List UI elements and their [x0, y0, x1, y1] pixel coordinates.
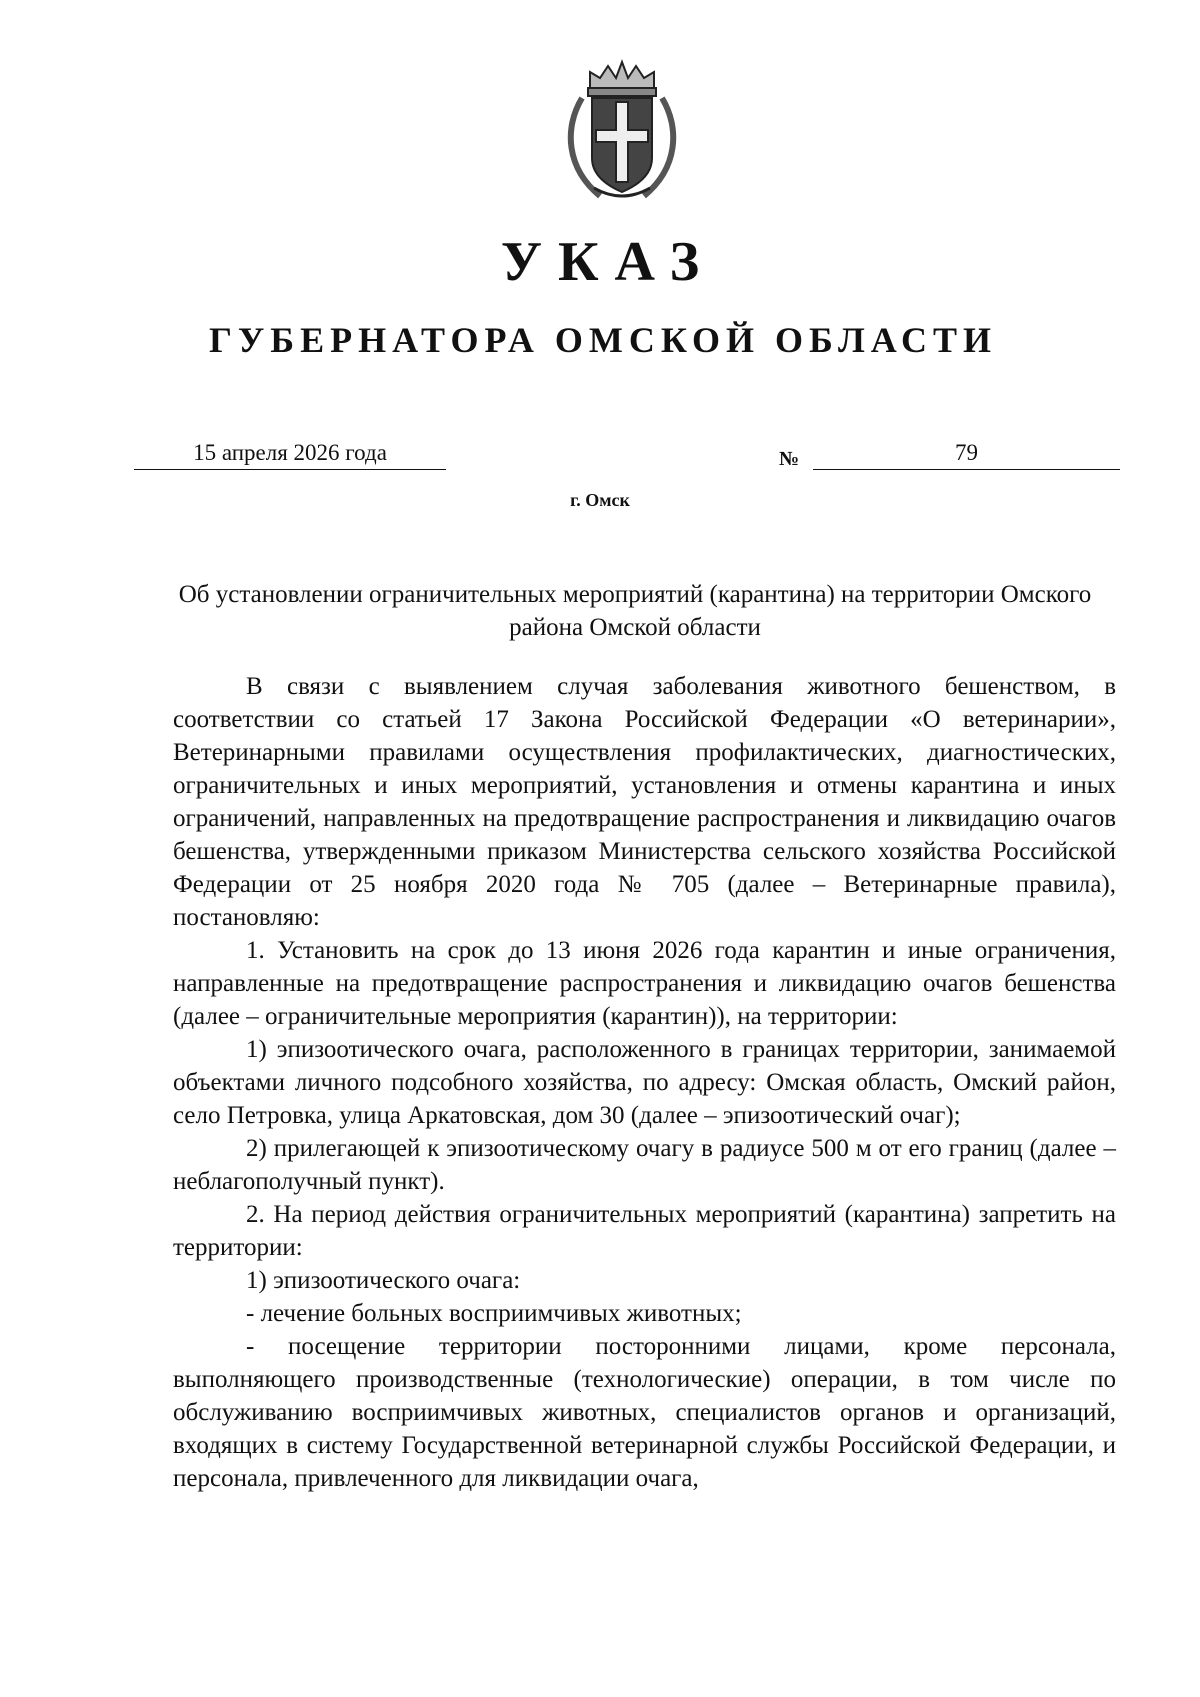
body-paragraph: - лечение больных восприимчивых животных;	[246, 1300, 742, 1327]
issuer-subtitle: ГУБЕРНАТОРА ОМСКОЙ ОБЛАСТИ	[208, 320, 998, 360]
body-paragraph: 1) эпизоотического очага:	[246, 1267, 521, 1294]
decree-title: УКАЗ	[500, 231, 716, 293]
decree-number: 79	[813, 437, 1120, 470]
number-sign: №	[779, 448, 800, 470]
body-paragraph: 1. Установить на срок до 13 июня 2026 года карантин и иные ограничения, направленные на предотвращение распространения и ликвидацию очагов бешенства (далее – ограничительные мероприятия (карантин)), на территории:	[173, 937, 1116, 1030]
body-paragraph: В связи с выявлением случая заболевания животного бешенством, в соответствии со статьей 17 Закона Российской Федерации «О ветеринарии», Ветеринарными правилами осуществления профилактических, диагностических, ограничительных и иных мероприятий, установления и отмены карантина и иных ограничений, направленных на предотвращение распространения и ликвидацию очагов бешенства, утвержденными приказом Министерства сельского хозяйства Российской Федерации от 25 ноября 2020 года № 705 (далее – Ветеринарные правила), постановляю:	[173, 673, 1116, 931]
body-paragraph: 2. На период действия ограничительных мероприятий (карантина) запретить на территории:	[173, 1201, 1116, 1261]
coat-of-arms-emblem	[560, 58, 684, 203]
decree-date: 15 апреля 2026 года	[134, 437, 446, 470]
body-paragraph: - посещение территории посторонними лицами, кроме персонала, выполняющего производственные (технологические) операции, в том числе по обслуживанию восприимчивых животных, специалистов органов и организаций, входящих в систему Государственной ветеринарной службы Российской Федерации, и персонала, привлеченного для ликвидации очага,	[173, 1333, 1116, 1492]
document-title: Об установлении ограничительных мероприятий (карантина) на территории Омского района Омской области	[178, 581, 1092, 641]
body-paragraph: 2) прилегающей к эпизоотическому очагу в радиусе 500 м от его границ (далее – неблагополучный пункт).	[173, 1135, 1116, 1195]
body-paragraph: 1) эпизоотического очага, расположенного в границах территории, занимаемой объектами личного подсобного хозяйства, по адресу: Омская область, Омский район, село Петровка, улица Аркатовская, дом 30 (далее – эпизоотический очаг);	[173, 1036, 1116, 1129]
city-label: г. Омск	[570, 490, 630, 510]
document-body	[173, 670, 1116, 1495]
